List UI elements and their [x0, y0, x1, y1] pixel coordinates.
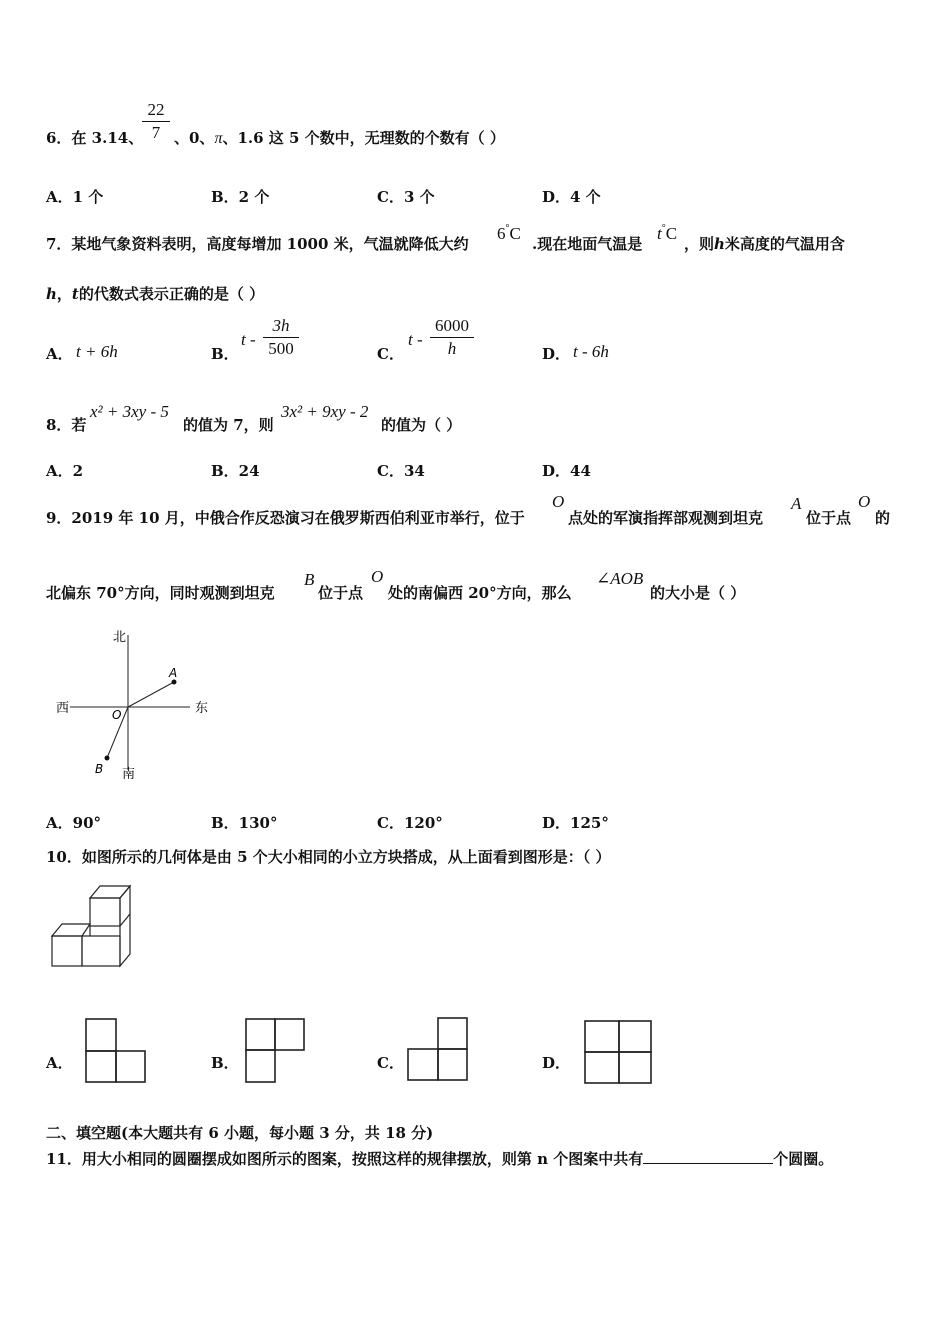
q6-frac-den: 7 — [151, 123, 161, 142]
q7-opt-d-label: D． — [542, 345, 571, 363]
q7-line2-rest: 的代数式表示正确的是（ ） — [78, 285, 265, 303]
label-west: 西 — [56, 701, 70, 716]
label-a: A — [169, 666, 178, 680]
q7-opt-c-fraction — [430, 316, 474, 359]
q7-option-b[interactable] — [211, 343, 239, 364]
q7-opt-c-lead: t - — [408, 330, 423, 349]
q7-option-d[interactable] — [542, 343, 570, 364]
q7-line2-h: h — [46, 285, 57, 303]
q10-option-c[interactable]: C． — [377, 1054, 404, 1072]
q8-option-a[interactable]: A．2 — [46, 462, 84, 480]
q9-angle: ∠AOB — [596, 569, 644, 588]
q7-line2-t: t — [71, 285, 79, 303]
q6-stem — [46, 127, 143, 148]
q9-option-c[interactable]: C．120° — [377, 814, 443, 832]
q9-line1-b: 点处的军演指挥部观测到坦克 — [568, 509, 764, 527]
label-north: 北 — [113, 630, 127, 645]
q9-compass-diagram — [50, 625, 220, 790]
q9-A: A — [791, 494, 802, 513]
q9-O2: O — [858, 492, 871, 511]
q8-option-b[interactable]: B．24 — [211, 462, 260, 480]
q6-prefix: 6．在 3.14、 — [46, 129, 144, 147]
q9-line1-a: 9．2019 年 10 月，中俄合作反恐演习在俄罗斯西伯利亚市举行，位于 — [46, 509, 525, 527]
q11-stem — [46, 1148, 833, 1169]
q10-option-c-figure[interactable] — [406, 1016, 470, 1084]
q7-line2 — [46, 283, 264, 304]
q7-opt-c-num: 6000 — [435, 316, 469, 335]
q8-expr1: x² + 3xy - 5 — [90, 402, 169, 421]
q7-option-a[interactable] — [46, 343, 73, 364]
q7-line1-a: 7．某地气象资料表明，高度每增加 1000 米，气温就降低大约 — [46, 235, 469, 253]
q10-cube-solid — [48, 880, 138, 970]
q7-line2-comma: ， — [56, 285, 72, 303]
q7-temp1-num: 6 — [497, 224, 506, 243]
q7-opt-c-label: C． — [377, 345, 404, 363]
q7-line1-rest — [684, 233, 845, 254]
q6-option-c[interactable]: C．3 个 — [377, 188, 435, 206]
point-a — [172, 680, 177, 685]
q8-prefix: 8．若 — [46, 416, 87, 434]
section2-title: 二、填空题(本大题共有 6 小题，每小题 3 分，共 18 分) — [46, 1124, 434, 1142]
q7-h: h — [714, 235, 725, 253]
q7-opt-b-num: 3h — [272, 316, 290, 335]
q6-fraction — [142, 100, 170, 143]
q6-frac-num: 22 — [147, 100, 165, 119]
q7-opt-b-fraction — [263, 316, 299, 359]
q7-unit2: C — [665, 224, 678, 243]
q7-opt-b-lead: t - — [241, 330, 256, 349]
q8-option-c[interactable]: C．34 — [377, 462, 425, 480]
q6-sep1: 、0、 — [174, 129, 215, 147]
q9-option-b[interactable]: B．130° — [211, 814, 278, 832]
q7-unit1: C — [509, 224, 521, 243]
q11-suffix: 个圆圈。 — [773, 1150, 834, 1168]
q10-option-b[interactable]: B． — [211, 1054, 239, 1072]
q9-line2-b: 位于点 — [318, 584, 364, 602]
q7-temp1 — [497, 223, 521, 244]
q10-option-a[interactable]: A． — [46, 1054, 73, 1072]
q10-option-d-figure[interactable] — [582, 1018, 654, 1086]
q11-prefix: 11．用大小相同的圆圈摆成如图所示的图案，按照这样的规律摆放，则第 n 个图案中共有 — [46, 1150, 644, 1168]
q7-opt-a-expr: t + 6h — [76, 342, 118, 361]
q11-answer-blank[interactable] — [643, 1149, 773, 1164]
q7-deg1: ° — [505, 223, 510, 234]
ray-oa — [128, 682, 174, 707]
q10-stem: 10．如图所示的几何体是由 5 个大小相同的小立方块搭成，从上面看到图形是：（ ） — [46, 848, 611, 866]
q7-line1 — [46, 233, 469, 254]
q7-line1-c: ，则 — [684, 235, 715, 253]
q9-line2-c: 处的南偏西 20°方向，那么 — [388, 584, 572, 602]
q7-temp2 — [657, 223, 677, 244]
q9-line1-c: 位于点 — [806, 509, 852, 527]
q6-stem-rest — [174, 127, 505, 148]
q6-pi: π — [214, 130, 223, 147]
q9-option-a[interactable]: A．90° — [46, 814, 102, 832]
q7-opt-b-label: B． — [211, 345, 239, 363]
q9-O3: O — [371, 567, 384, 586]
q9-line1-d: 的 — [875, 509, 891, 527]
q8-option-d[interactable]: D．44 — [542, 462, 591, 480]
q6-suffix: 、1.6 这 5 个数中，无理数的个数有（ ） — [222, 129, 505, 147]
point-b — [105, 756, 110, 761]
q7-temp2-var: t — [657, 224, 662, 243]
q9-option-d[interactable]: D．125° — [542, 814, 609, 832]
q7-opt-d-expr: t - 6h — [573, 342, 609, 361]
q6-option-d[interactable]: D．4 个 — [542, 188, 601, 206]
q9-O1: O — [552, 492, 565, 511]
q8-mid: 的值为 7，则 — [183, 416, 274, 434]
q8-suffix: 的值为（ ） — [381, 416, 462, 434]
q7-deg2: ° — [661, 223, 666, 234]
q7-line1-b: .现在地面气温是 — [532, 235, 643, 253]
label-o: O — [112, 708, 122, 722]
q10-option-d[interactable]: D． — [542, 1054, 571, 1072]
q7-option-c[interactable] — [377, 343, 404, 364]
q10-option-a-figure[interactable] — [84, 1016, 148, 1084]
q7-line1-d: 米高度的气温用含 — [724, 235, 845, 253]
q6-option-a[interactable]: A．1 个 — [46, 188, 104, 206]
label-b: B — [95, 762, 104, 776]
q10-option-b-figure[interactable] — [244, 1016, 308, 1084]
label-east: 东 — [195, 701, 209, 716]
q9-B: B — [304, 570, 315, 589]
q9-line2-a: 北偏东 70°方向，同时观测到坦克 — [46, 584, 275, 602]
q7-opt-c-den: h — [447, 339, 457, 358]
q6-option-b[interactable]: B．2 个 — [211, 188, 270, 206]
q7-opt-a-label: A． — [46, 345, 73, 363]
q8-expr2: 3x² + 9xy - 2 — [281, 402, 369, 421]
label-south: 南 — [122, 767, 136, 782]
q9-line2-d: 的大小是（ ） — [650, 584, 746, 602]
q7-opt-b-den: 500 — [268, 339, 294, 358]
